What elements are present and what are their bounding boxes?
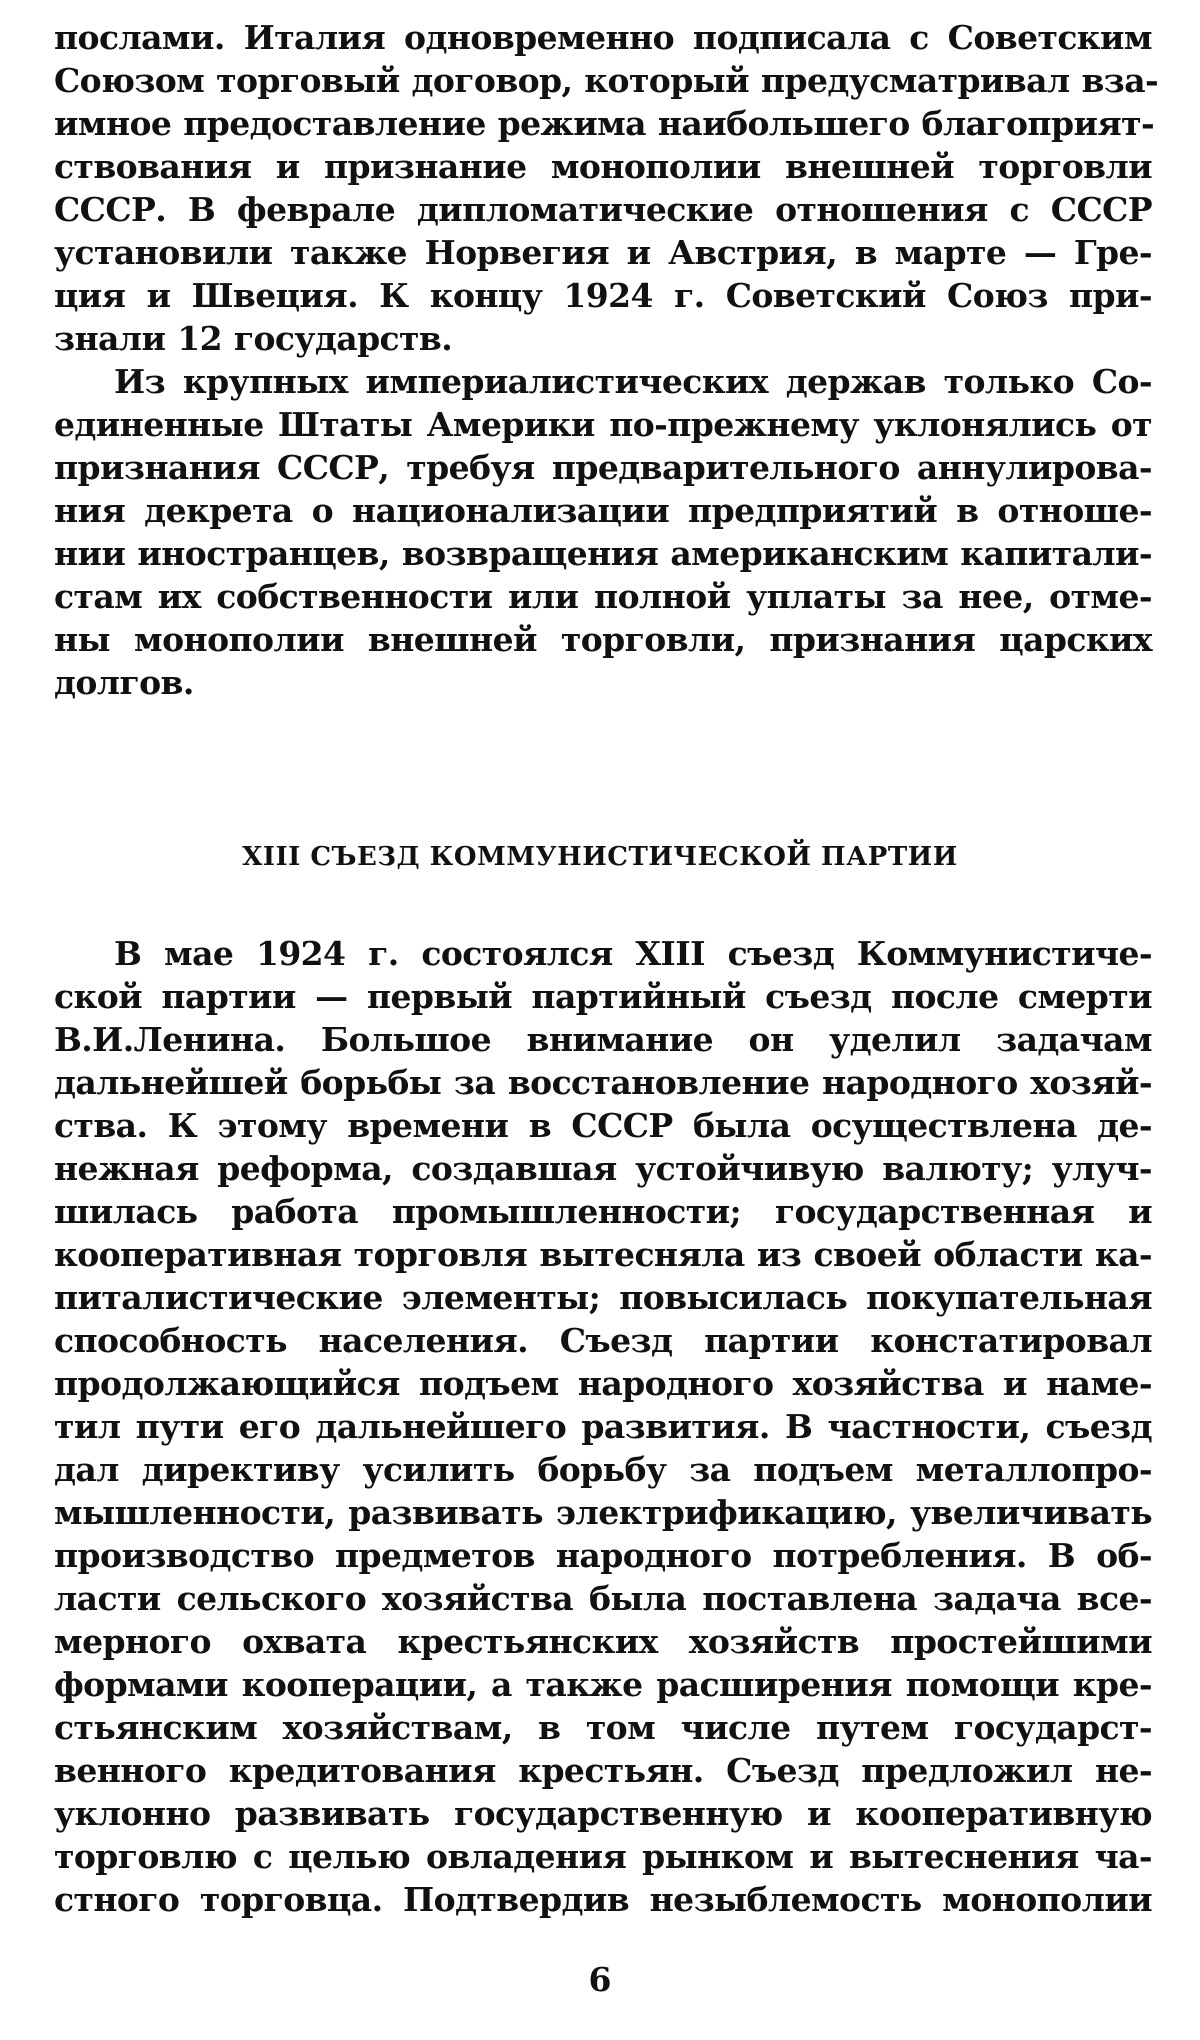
text-line: стам их собственности или полной уплаты за нее, отме- (54, 577, 1152, 616)
text-line: Из крупных империалистических держав только Со- (114, 362, 1152, 401)
text-line: В.И.Ленина. Большое внимание он уделил задачам (54, 1020, 1152, 1059)
text-line: долгов. (54, 663, 194, 702)
section-heading: XIII СЪЕЗД КОММУНИСТИЧЕСКОЙ ПАРТИИ (242, 842, 958, 872)
text-line: дальнейшей борьбы за восстановление народного хозяй- (54, 1063, 1152, 1102)
text-line: тил пути его дальнейшего развития. В частности, съезд (54, 1407, 1152, 1446)
text-line: знали 12 государств. (54, 319, 453, 358)
text-line: продолжающийся подъем народного хозяйства и наме- (54, 1364, 1152, 1403)
text-line: стьянским хозяйствам, в том числе путем государст- (54, 1708, 1152, 1747)
text-line: ской партии — первый партийный съезд после смерти (54, 977, 1152, 1016)
page-number: 6 (588, 1960, 612, 1999)
text-line: кооперативная торговля вытесняла из своей области ка- (54, 1235, 1152, 1274)
paragraph-xiii-congress (54, 932, 1152, 1921)
text-line: имное предоставление режима наибольшего благоприят- (54, 104, 1155, 143)
text-line: уклонно развивать государственную и кооперативную (54, 1794, 1152, 1833)
text-line: установили также Норвегия и Австрия, в марте — Гре- (54, 233, 1152, 272)
text-line: способность населения. Съезд партии констатировал (54, 1321, 1152, 1360)
text-line: формами кооперации, а также расширения помощи кре- (54, 1665, 1152, 1704)
text-line: мерного охвата крестьянских хозяйств простейшими (54, 1622, 1152, 1661)
text-line: стного торговца. Подтвердив незыблемость монополии (54, 1880, 1152, 1919)
text-line: ция и Швеция. К концу 1924 г. Советский Союз при- (54, 276, 1152, 315)
text-line: нии иностранцев, возвращения американским капитали- (54, 534, 1152, 573)
text-line: ствования и признание монополии внешней торговли (54, 147, 1152, 186)
text-line: производство предметов народного потребления. В об- (54, 1536, 1152, 1575)
text-line: единенные Штаты Америки по-прежнему уклонялись от (54, 405, 1152, 444)
text-line: мышленности, развивать электрификацию, увеличивать (54, 1493, 1152, 1532)
text-line: ния декрета о национализации предприятий в отноше- (54, 491, 1152, 530)
text-line: венного кредитования крестьян. Съезд предложил не- (54, 1751, 1152, 1790)
text-line: В мае 1924 г. состоялся XIII съезд Коммунистиче- (114, 934, 1152, 973)
text-line: ны монополии внешней торговли, признания царских (54, 620, 1152, 659)
text-line: СССР. В феврале дипломатические отношения с СССР (54, 190, 1152, 229)
text-line: Союзом торговый договор, который предусматривал вза- (54, 61, 1159, 100)
text-line: ласти сельского хозяйства была поставлена задача все- (54, 1579, 1152, 1618)
text-line: торговлю с целью овладения рынком и вытеснения ча- (54, 1837, 1152, 1876)
text-line: питалистические элементы; повысилась покупательная (54, 1278, 1152, 1317)
text-line: дал директиву усилить борьбу за подъем металлопро- (54, 1450, 1152, 1489)
text-line: послами. Италия одновременно подписала с Советским (54, 18, 1152, 57)
text-line: шилась работа промышленности; государственная и (54, 1192, 1152, 1231)
paragraph-continuation (54, 16, 1159, 360)
text-line: нежная реформа, создавшая устойчивую валюту; улуч- (54, 1149, 1152, 1188)
text-line: ства. К этому времени в СССР была осуществлена де- (54, 1106, 1152, 1145)
paragraph-usa (54, 360, 1152, 704)
text-line: признания СССР, требуя предварительного аннулирова- (54, 448, 1152, 487)
